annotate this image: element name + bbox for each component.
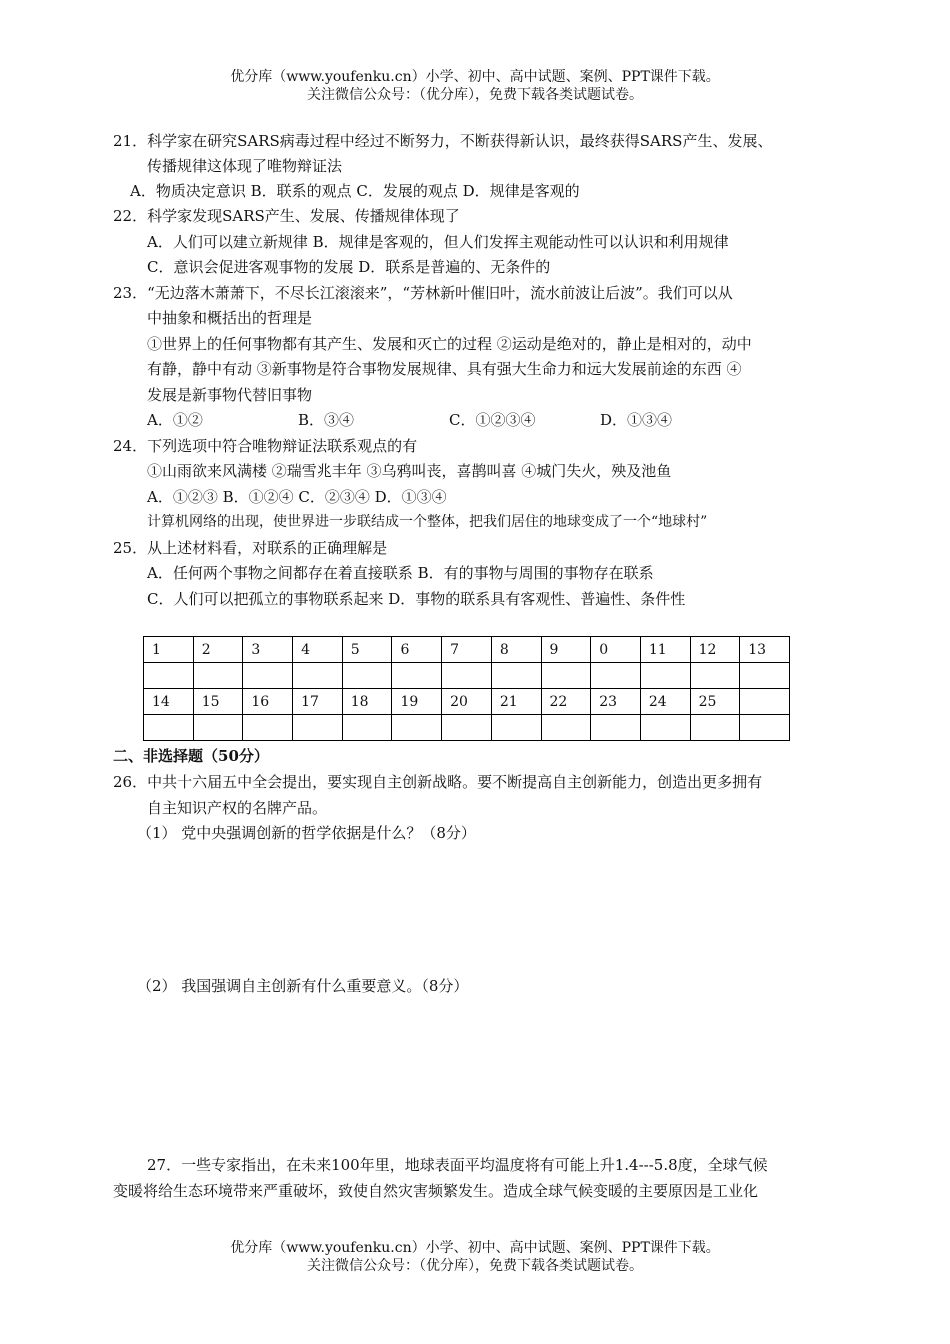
q26-stem-line-1: 26．中共十六届五中全会提出，要实现自主创新战略。要不断提高自主创新能力，创造出更多拥有 bbox=[113, 773, 763, 791]
answer-grid-number: 14 bbox=[144, 689, 194, 715]
q25-options-1: A．任何两个事物之间都存在着直接联系 B．有的事物与周围的事物存在联系 bbox=[147, 564, 654, 582]
answer-grid-number: 7 bbox=[442, 637, 492, 663]
answer-cell[interactable] bbox=[541, 663, 591, 689]
answer-cell[interactable] bbox=[491, 715, 541, 741]
answer-grid-number: 17 bbox=[293, 689, 343, 715]
q23-option-b: B．③④ bbox=[298, 411, 355, 429]
answer-cell[interactable] bbox=[640, 715, 690, 741]
answer-grid-number: 8 bbox=[491, 637, 541, 663]
q23-items-line-3: 发展是新事物代替旧事物 bbox=[147, 386, 313, 404]
footer-line-1: 优分库（www.youfenku.cn）小学、初中、高中试题、案例、PPT课件下载。 bbox=[230, 1240, 720, 1256]
q21-options: A．物质决定意识 B．联系的观点 C．发展的观点 D．规律是客观的 bbox=[130, 182, 580, 200]
answer-cell[interactable] bbox=[392, 715, 442, 741]
q22-options-1: A．人们可以建立新规律 B．规律是客观的，但人们发挥主观能动性可以认识和利用规律 bbox=[147, 233, 729, 251]
q23-stem-line-2: 中抽象和概括出的哲理是 bbox=[147, 309, 313, 327]
q26-sub-1: （1） 党中央强调创新的哲学依据是什么？（8分） bbox=[137, 824, 476, 842]
q21-stem-line-2: 传播规律这体现了唯物辩证法 bbox=[147, 157, 343, 175]
answer-cell[interactable] bbox=[193, 663, 243, 689]
answer-cell[interactable] bbox=[690, 715, 740, 741]
q23-option-c: C．①②③④ bbox=[449, 411, 536, 429]
q23-option-d: D．①③④ bbox=[600, 411, 673, 429]
answer-cell[interactable] bbox=[442, 663, 492, 689]
footer-line-2: 关注微信公众号：（优分库），免费下载各类试题试卷。 bbox=[307, 1258, 643, 1274]
answer-grid-number bbox=[740, 689, 790, 715]
q23-items-line-1: ①世界上的任何事物都有其产生、发展和灭亡的过程 ②运动是绝对的，静止是相对的，动中 bbox=[147, 335, 752, 353]
answer-cell[interactable] bbox=[591, 715, 641, 741]
answer-cell[interactable] bbox=[243, 715, 293, 741]
answer-cell[interactable] bbox=[144, 715, 194, 741]
q27-stem-line-2: 变暖将给生态环境带来严重破坏，致使自然灾害频繁发生。造成全球气候变暖的主要原因是工业化 bbox=[113, 1182, 759, 1200]
answer-cell[interactable] bbox=[144, 663, 194, 689]
q22-stem: 22．科学家发现SARS产生、发展、传播规律体现了 bbox=[113, 207, 460, 225]
q25-options-2: C．人们可以把孤立的事物联系起来 D．事物的联系具有客观性、普遍性、条件性 bbox=[147, 590, 686, 608]
answer-cell[interactable] bbox=[193, 715, 243, 741]
answer-cell[interactable] bbox=[342, 663, 392, 689]
answer-grid-number: 18 bbox=[342, 689, 392, 715]
q22-options-2: C．意识会促进客观事物的发展 D．联系是普遍的、无条件的 bbox=[147, 258, 551, 276]
q24-options: A．①②③ B．①②④ C．②③④ D．①③④ bbox=[147, 488, 447, 506]
answer-grid-number-row bbox=[144, 689, 790, 715]
answer-grid bbox=[143, 636, 790, 741]
section-2-title: 二、非选择题（50分） bbox=[113, 747, 269, 765]
page-header bbox=[0, 68, 950, 104]
answer-grid-number: 20 bbox=[442, 689, 492, 715]
answer-grid-blank-row bbox=[144, 663, 790, 689]
page-footer bbox=[0, 1239, 950, 1275]
answer-grid-number: 15 bbox=[193, 689, 243, 715]
q24-stem: 24．下列选项中符合唯物辩证法联系观点的有 bbox=[113, 437, 418, 455]
q23-items-line-2: 有静，静中有动 ③新事物是符合事物发展规律、具有强大生命力和远大发展前途的东西 ④ bbox=[147, 360, 742, 378]
q25-material: 计算机网络的出现，使世界进一步联结成一个整体，把我们居住的地球变成了一个“地球村” bbox=[147, 514, 708, 530]
answer-cell[interactable] bbox=[491, 663, 541, 689]
answer-cell[interactable] bbox=[740, 663, 790, 689]
answer-grid-number: 2 bbox=[193, 637, 243, 663]
answer-cell[interactable] bbox=[541, 715, 591, 741]
answer-grid-number: 6 bbox=[392, 637, 442, 663]
answer-grid-number: 22 bbox=[541, 689, 591, 715]
answer-grid-number: 23 bbox=[591, 689, 641, 715]
answer-cell[interactable] bbox=[690, 663, 740, 689]
answer-grid-number: 0 bbox=[591, 637, 641, 663]
q21-stem-line-1: 21．科学家在研究SARS病毒过程中经过不断努力，不断获得新认识，最终获得SARS产生、发展、 bbox=[113, 132, 773, 150]
answer-grid-number: 3 bbox=[243, 637, 293, 663]
answer-grid-number: 16 bbox=[243, 689, 293, 715]
answer-grid-number-row bbox=[144, 637, 790, 663]
answer-grid-number: 5 bbox=[342, 637, 392, 663]
answer-grid-number: 21 bbox=[491, 689, 541, 715]
answer-grid-number: 4 bbox=[293, 637, 343, 663]
answer-cell[interactable] bbox=[442, 715, 492, 741]
answer-cell[interactable] bbox=[392, 663, 442, 689]
q24-items: ①山雨欲来风满楼 ②瑞雪兆丰年 ③乌鸦叫丧，喜鹊叫喜 ④城门失火，殃及池鱼 bbox=[147, 462, 672, 480]
q25-stem: 25．从上述材料看，对联系的正确理解是 bbox=[113, 539, 388, 557]
header-line-2: 关注微信公众号：（优分库），免费下载各类试题试卷。 bbox=[307, 87, 643, 103]
q26-sub-2: （2） 我国强调自主创新有什么重要意义。（8分） bbox=[137, 977, 469, 995]
answer-cell[interactable] bbox=[640, 663, 690, 689]
answer-grid-number: 19 bbox=[392, 689, 442, 715]
answer-grid-number: 13 bbox=[740, 637, 790, 663]
answer-grid-number: 24 bbox=[640, 689, 690, 715]
q26-stem-line-2: 自主知识产权的名牌产品。 bbox=[147, 799, 328, 817]
answer-grid-number: 12 bbox=[690, 637, 740, 663]
answer-grid-number: 25 bbox=[690, 689, 740, 715]
answer-cell[interactable] bbox=[293, 663, 343, 689]
answer-grid-blank-row bbox=[144, 715, 790, 741]
answer-cell[interactable] bbox=[591, 663, 641, 689]
answer-cell[interactable] bbox=[342, 715, 392, 741]
answer-grid-number: 1 bbox=[144, 637, 194, 663]
q27-stem-line-1: 27．一些专家指出，在未来100年里，地球表面平均温度将有可能上升1.4---5.8度，全球气候 bbox=[147, 1156, 768, 1174]
answer-cell[interactable] bbox=[243, 663, 293, 689]
q23-option-a: A．①② bbox=[147, 411, 203, 429]
answer-grid-number: 9 bbox=[541, 637, 591, 663]
q23-stem-line-1: 23．“无边落木萧萧下，不尽长江滚滚来”，“芳林新叶催旧叶，流水前波让后波”。我们可以从 bbox=[113, 284, 733, 302]
answer-cell[interactable] bbox=[740, 715, 790, 741]
answer-grid-number: 11 bbox=[640, 637, 690, 663]
header-line-1: 优分库（www.youfenku.cn）小学、初中、高中试题、案例、PPT课件下载。 bbox=[230, 69, 720, 85]
answer-cell[interactable] bbox=[293, 715, 343, 741]
